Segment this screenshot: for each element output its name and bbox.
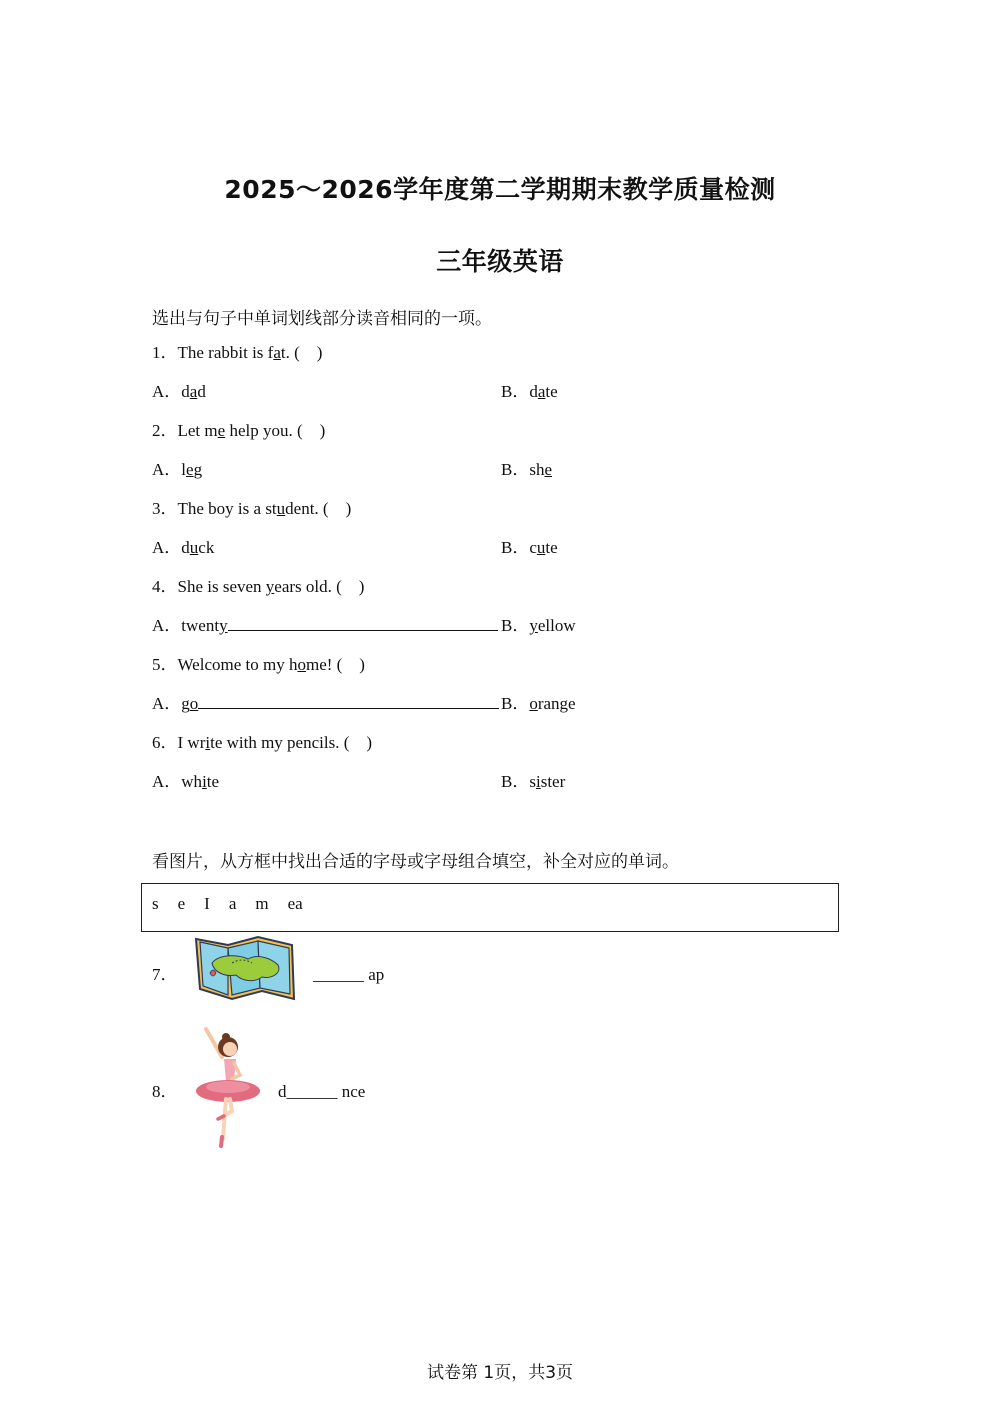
sentence-end: dent. ( ) (285, 499, 352, 518)
option-b[interactable] (501, 772, 565, 792)
map-picture (192, 933, 298, 1003)
q8-word-start: d (278, 1082, 287, 1101)
sentence-start: Welcome to my h (177, 655, 298, 674)
letter-option: I (204, 894, 210, 913)
letter-option: a (228, 894, 237, 913)
section2-instruction: 看图片，从方框中找出合适的字母或字母组合填空，补全对应的单词。 (152, 852, 679, 872)
q8-number: 8． (152, 1082, 178, 1101)
letter-option: e (177, 894, 186, 913)
underlined-letters: e (186, 460, 194, 479)
option-label: A． (152, 772, 182, 791)
option-word-start: s (529, 772, 536, 791)
letter-option: m (255, 894, 269, 913)
q8-word-end: nce (337, 1082, 366, 1101)
option-word-end: ster (540, 772, 566, 791)
underlined-letters: u (276, 499, 286, 518)
option-label: B． (501, 460, 530, 479)
option-word-end: d (197, 382, 206, 401)
option-word-start: sh (529, 460, 545, 479)
question-sentence (152, 343, 322, 363)
option-a[interactable] (152, 382, 206, 402)
underlined-letters: e (217, 421, 226, 440)
q8-blank[interactable]: ______ (286, 1082, 338, 1101)
question-sentence (152, 499, 351, 519)
q7-answer (313, 965, 384, 985)
option-word-end: g (193, 460, 203, 479)
q7-number: 7． (152, 965, 178, 984)
sentence-end: t. ( ) (280, 343, 323, 362)
option-label: A． (152, 616, 182, 635)
sentence-start: The rabbit is f (177, 343, 274, 362)
underline-filler (228, 616, 498, 631)
letter-option: ea (287, 894, 303, 913)
section1-instruction: 选出与句子中单词划线部分读音相同的一项。 (152, 309, 492, 329)
option-b[interactable] (501, 460, 552, 480)
underlined-letters: a (537, 382, 546, 401)
underlined-letters: i (202, 772, 207, 791)
option-word-end: te (545, 538, 558, 557)
underlined-letters: i (535, 772, 541, 791)
question-number: 1． (152, 343, 178, 362)
option-word-start: c (529, 538, 537, 557)
option-word-start: d (181, 538, 190, 557)
question-number: 6． (152, 733, 178, 752)
sentence-end: me! ( ) (305, 655, 365, 674)
sentence-end: help you. ( ) (225, 421, 326, 440)
option-a[interactable] (152, 694, 499, 714)
option-label: B． (501, 538, 530, 557)
option-a[interactable] (152, 772, 219, 792)
question-number: 2． (152, 421, 178, 440)
ballerina-picture (192, 1025, 260, 1149)
underlined-letters: a (273, 343, 281, 362)
question-number: 3． (152, 499, 178, 518)
underline-filler (198, 694, 499, 709)
sentence-start: The boy is a st (177, 499, 277, 518)
question-number: 5． (152, 655, 178, 674)
option-label: B． (501, 382, 530, 401)
exam-title: 2025～2026学年度第二学期期末教学质量检测 (224, 175, 776, 204)
underlined-letters: o (529, 694, 538, 713)
q8-answer (278, 1082, 365, 1102)
sentence-end: te with my pencils. ( ) (210, 733, 373, 752)
q7-blank[interactable]: ______ (313, 965, 364, 984)
option-a[interactable] (152, 460, 202, 480)
option-word-start: wh (181, 772, 203, 791)
underlined-letters: o (189, 694, 199, 713)
underlined-letters: e (544, 460, 553, 479)
option-label: B． (501, 616, 530, 635)
question-sentence (152, 577, 364, 597)
underlined-letters: y (529, 616, 538, 635)
sentence-end: ears old. ( ) (274, 577, 365, 596)
sentence-start: Let m (177, 421, 218, 440)
q7-word-end: ap (364, 965, 385, 984)
underlined-letters: u (189, 538, 199, 557)
underlined-letters: y (265, 577, 275, 596)
option-word-start: l (181, 460, 187, 479)
option-label: A． (152, 382, 182, 401)
option-a[interactable] (152, 616, 498, 636)
underlined-letters: a (189, 382, 198, 401)
option-word-start: g (181, 694, 190, 713)
option-word-end: range (537, 694, 576, 713)
option-label: B． (501, 694, 530, 713)
option-label: A． (152, 694, 182, 713)
underlined-letters: i (205, 733, 211, 752)
question-sentence (152, 655, 365, 675)
sentence-start: I wr (177, 733, 206, 752)
option-a[interactable] (152, 538, 214, 558)
option-b[interactable] (501, 616, 576, 636)
option-word-end: te (206, 772, 220, 791)
underlined-letters: y (219, 616, 228, 635)
sentence-start: She is seven (177, 577, 266, 596)
exam-subtitle: 三年级英语 (436, 247, 564, 276)
option-label: A． (152, 538, 182, 557)
option-b[interactable] (501, 694, 576, 714)
option-word-end: ck (198, 538, 215, 557)
option-b[interactable] (501, 382, 558, 402)
question-sentence (152, 421, 325, 441)
option-label: B． (501, 772, 530, 791)
underlined-letters: o (297, 655, 306, 674)
letter-options (152, 894, 322, 914)
option-word-start: twent (181, 616, 220, 635)
option-word-end: te (545, 382, 558, 401)
option-b[interactable] (501, 538, 558, 558)
question-sentence (152, 733, 372, 753)
option-word-start: d (181, 382, 190, 401)
option-word-start: d (529, 382, 538, 401)
underlined-letters: u (536, 538, 546, 557)
option-label: A． (152, 460, 182, 479)
letter-option: s (152, 894, 159, 913)
option-word-end: ellow (537, 616, 576, 635)
page-footer: 试卷第 1页，共3页 (426, 1363, 574, 1383)
question-number: 4． (152, 577, 178, 596)
